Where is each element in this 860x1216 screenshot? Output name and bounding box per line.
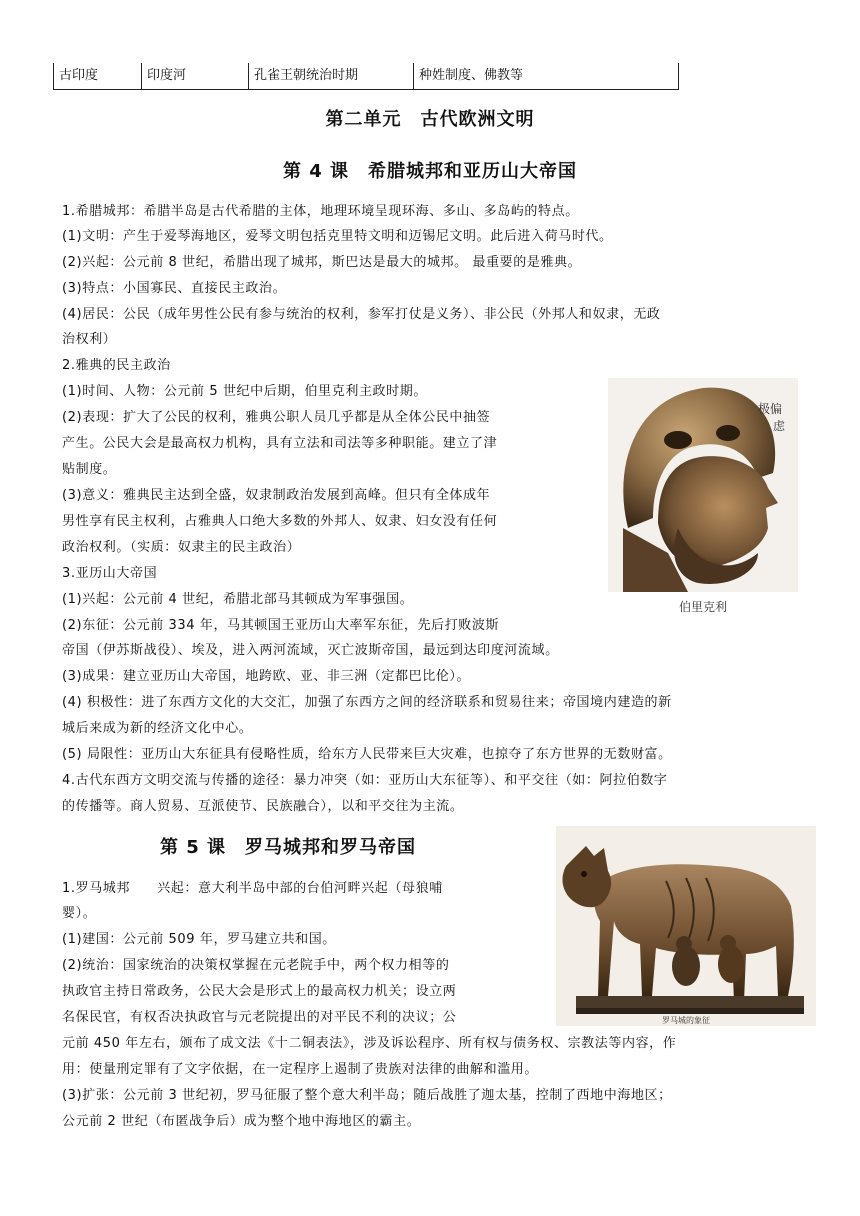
lesson4-line-24: 的传播等。商人贸易、互派使节、民族融合），以和平交往为主流。 <box>62 799 464 814</box>
lesson4-line-1: 1.希腊城邦：希腊半岛是古代希腊的主体，地理环境呈现环海、多山、多岛屿的特点。 <box>62 204 579 219</box>
lesson5-line-5: 执政官主持日常政务，公民大会是形式上的最高权力机关；设立两 <box>62 984 457 999</box>
table-cell-river: 印度河 <box>142 63 249 89</box>
capitoline-wolf-image <box>556 826 816 1026</box>
lesson4-line-18: 帝国（伊苏斯战役）、埃及，进入两河流域，灭亡波斯帝国，最远到达印度河流域。 <box>62 643 559 658</box>
lesson5-line-8: 用：使量刑定罪有了文字依据，在一定程序上遏制了贵族对法律的曲解和滥用。 <box>62 1062 539 1077</box>
lesson5-line-1: 1.罗马城邦 兴起：意大利半岛中部的台伯河畔兴起（母狼哺 <box>62 881 443 896</box>
pericles-bust-illustration <box>608 378 798 592</box>
lesson4-line-15: 3.亚历山大帝国 <box>62 566 158 581</box>
lesson4-line-14: 政治权利。（实质：奴隶主的民主政治） <box>62 540 301 555</box>
lesson4-line-21: 城后来成为新的经济文化中心。 <box>62 721 253 736</box>
lesson4-line-10: 产生。公民大会是最高权力机构，具有立法和司法等多种职能。建立了津 <box>62 436 498 451</box>
top-table-row <box>53 63 679 90</box>
lesson5-line-2: 婴）。 <box>62 906 97 921</box>
capitoline-wolf-illustration <box>556 826 816 1026</box>
wolf-caption: 罗马城的象征 <box>662 1016 710 1025</box>
lesson4-line-22: (5) 局限性：亚历山大东征具有侵略性质，给东方人民带来巨大灾难，也掠夺了东方世界的无数财富。 <box>62 747 672 762</box>
lesson4-line-13: 男性享有民主权利，占雅典人口绝大多数的外邦人、奴隶、妇女没有任何 <box>62 514 498 529</box>
lesson5-line-3: (1)建国：公元前 509 年，罗马建立共和国。 <box>62 932 336 947</box>
lesson4-line-11: 贴制度。 <box>62 462 117 477</box>
lesson5-line-6: 名保民官，有权否决执政官与元老院提出的对平民不利的决议；公 <box>62 1010 457 1025</box>
lesson4-line-23: 4.古代东西方文明交流与传播的途径：暴力冲突（如：亚历山大东征等）、和平交往（如：阿拉伯数字 <box>62 773 668 788</box>
lesson4-line-12: (3)意义：雅典民主达到全盛，奴隶制政治发展到高峰。但只有全体成年 <box>62 488 491 503</box>
lesson4-line-16: (1)兴起：公元前 4 世纪，希腊北部马其顿成为军事强国。 <box>62 592 414 607</box>
pericles-caption: 伯里克利 <box>678 600 727 614</box>
lesson4-line-8: (1)时间、人物：公元前 5 世纪中后期，伯里克利主政时期。 <box>62 384 427 399</box>
lesson4-line-19: (3)成果：建立亚历山大帝国，地跨欧、亚、非三洲（定都巴比伦）。 <box>62 669 471 684</box>
pericles-bust-image <box>608 378 798 592</box>
lesson4-line-6: 治权利） <box>62 332 117 347</box>
lesson4-line-5: (4)居民：公民（成年男性公民有参与统治的权利，参军打仗是义务）、非公民（外邦人和奴隶，无政 <box>62 307 661 322</box>
lesson5-line-7: 元前 450 年左右，颁布了成文法《十二铜表法》，涉及诉讼程序、所有权与债务权、宗教法等内容，作 <box>62 1036 677 1051</box>
lesson4-line-20: (4) 积极性：进了东西方文化的大交汇，加强了东西方之间的经济联系和贸易往来；帝国境内建造的新 <box>62 695 672 710</box>
lesson5-line-4: (2)统治：国家统治的决策权掌握在元老院手中，两个权力相等的 <box>62 958 450 973</box>
lesson5-title: 第 5 课 罗马城邦和罗马帝国 <box>160 837 417 858</box>
bust-inscription-line-1: 极偏 <box>758 402 783 416</box>
table-cell-features: 种姓制度、佛教等 <box>419 68 524 83</box>
lesson5-line-10: 公元前 2 世纪（布匿战争后）成为整个地中海地区的霸主。 <box>62 1114 421 1129</box>
lesson4-line-9: (2)表现：扩大了公民的权利，雅典公职人员几乎都是从全体公民中抽签 <box>62 410 491 425</box>
unit-title: 第二单元 古代欧洲文明 <box>325 109 535 130</box>
lesson5-line-9: (3)扩张：公元前 3 世纪初，罗马征服了整个意大利半岛；随后战胜了迦太基，控制了西地中海地区； <box>62 1088 672 1103</box>
table-cell-civilization: 古印度 <box>54 63 142 89</box>
bust-inscription-line-2: 虑 <box>773 419 786 433</box>
lesson4-line-17: (2)东征：公元前 334 年，马其顿国王亚历山大率军东征，先后打败波斯 <box>62 618 500 633</box>
lesson4-line-2: (1)文明：产生于爱琴海地区，爱琴文明包括克里特文明和迈锡尼文明。此后进入荷马时代。 <box>62 229 613 244</box>
lesson4-line-7: 2.雅典的民主政治 <box>62 358 171 373</box>
lesson4-title: 第 4 课 希腊城邦和亚历山大帝国 <box>282 161 578 182</box>
lesson4-line-4: (3)特点：小国寡民、直接民主政治。 <box>62 281 287 296</box>
table-cell-dynasty: 孔雀王朝统治时期 <box>249 63 414 89</box>
lesson4-line-3: (2)兴起：公元前 8 世纪，希腊出现了城邦，斯巴达是最大的城邦。 最重要的是雅典。 <box>62 255 582 270</box>
